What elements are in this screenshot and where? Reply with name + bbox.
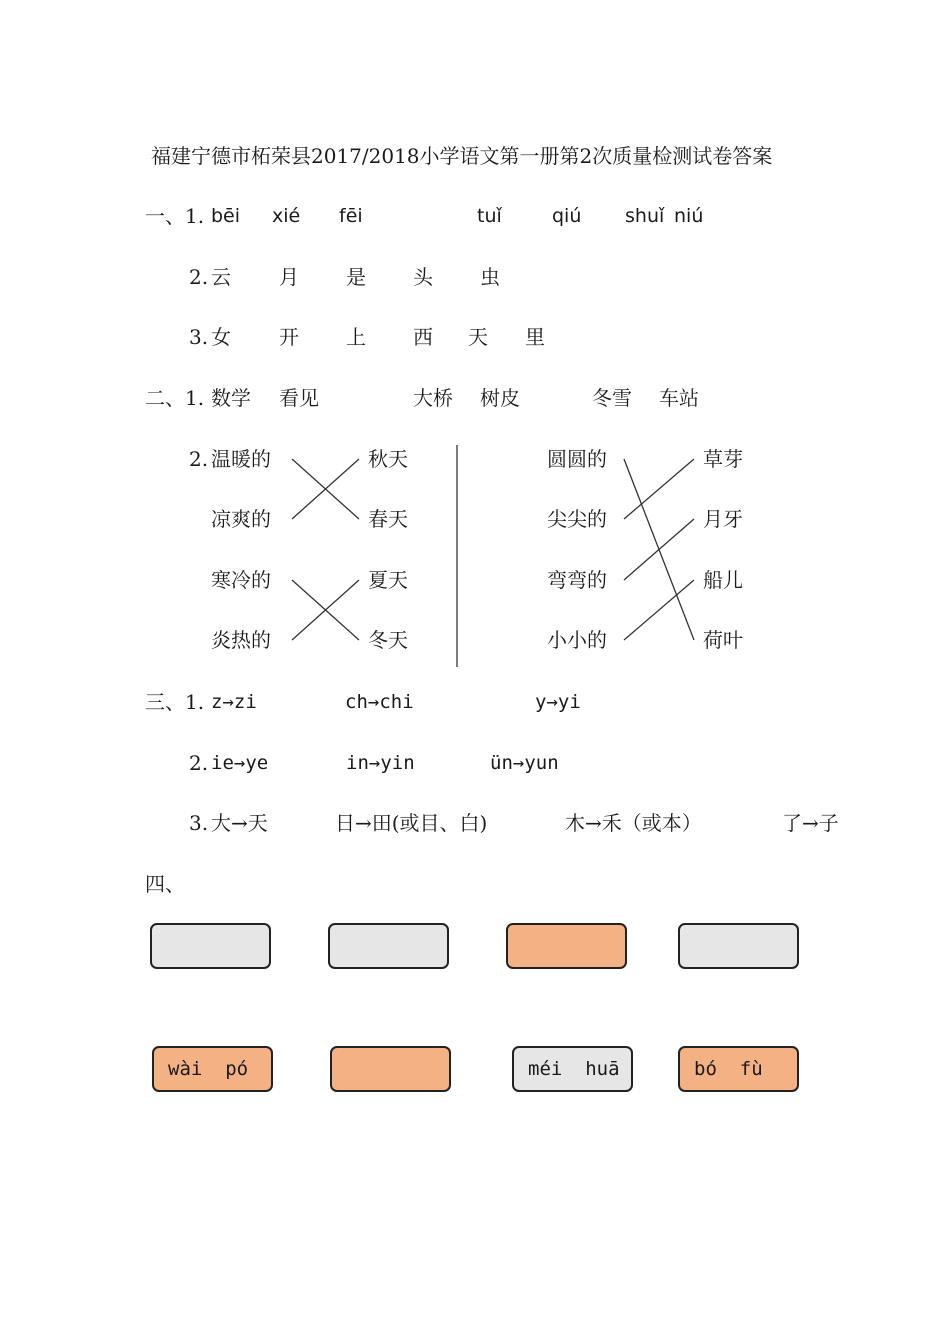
right-match-lines: [624, 459, 694, 640]
char-answer: 里: [525, 325, 545, 349]
char-change-answer: 日→田(或目、白): [335, 811, 488, 835]
char-answer: 云: [211, 265, 231, 289]
char-answer: 上: [346, 325, 366, 349]
match-left-target: 夏天: [368, 568, 408, 592]
char-answer: 头: [413, 265, 433, 289]
answer-card: [328, 923, 449, 969]
match-left-word: 温暖的: [211, 447, 271, 471]
right-match-line: [624, 580, 694, 640]
answer-card: [330, 1046, 451, 1092]
match-right-target: 草芽: [703, 447, 743, 471]
match-right-word: 尖尖的: [547, 507, 607, 531]
right-match-line: [624, 459, 694, 519]
pinyin-answer: niú: [674, 205, 704, 227]
pinyin-answer: shuǐ: [625, 205, 665, 227]
section-3-label: 三、1.: [145, 690, 205, 714]
pinyin-answer: bēi: [211, 205, 241, 227]
spelling-answer: ün→yun: [490, 752, 559, 774]
answer-card: [678, 923, 799, 969]
match-right-target: 荷叶: [703, 628, 743, 652]
char-answer: 虫: [480, 265, 500, 289]
spelling-answer: ch→chi: [345, 691, 414, 713]
question-number: 2.: [189, 265, 209, 289]
question-number: 3.: [189, 325, 209, 349]
match-left-target: 秋天: [368, 447, 408, 471]
question-number: 2.: [189, 751, 209, 775]
answer-card: [506, 923, 627, 969]
section-4-label: 四、: [145, 872, 185, 896]
char-change-answer: 大→天: [211, 811, 268, 835]
pinyin-answer: xié: [272, 205, 301, 227]
match-right-target: 月牙: [703, 507, 743, 531]
pinyin-answer: qiú: [552, 205, 582, 227]
match-left-word: 炎热的: [211, 628, 271, 652]
char-change-answer: 了→子: [782, 811, 839, 835]
section-1-label: 一、1.: [145, 204, 205, 228]
char-answer: 开: [279, 325, 299, 349]
pinyin-answer: tuǐ: [477, 205, 502, 227]
left-match-lines: [292, 459, 359, 640]
word-answer: 树皮: [480, 386, 520, 410]
answer-card: [150, 923, 271, 969]
spelling-answer: ie→ye: [211, 752, 269, 774]
spelling-answer: z→zi: [211, 691, 257, 713]
right-match-line: [624, 519, 694, 580]
question-number: 3.: [189, 811, 209, 835]
match-left-target: 冬天: [368, 628, 408, 652]
match-right-word: 弯弯的: [547, 568, 607, 592]
answer-card: bó fù: [678, 1046, 799, 1092]
char-change-answer: 木→禾（或本）: [565, 811, 702, 835]
char-answer: 是: [346, 265, 366, 289]
match-right-word: 小小的: [547, 628, 607, 652]
spelling-answer: in→yin: [346, 752, 415, 774]
spelling-answer: y→yi: [535, 691, 581, 713]
char-answer: 女: [211, 325, 231, 349]
page-title: 福建宁德市柘荣县2017/2018小学语文第一册第2次质量检测试卷答案: [151, 144, 773, 168]
section-2-label: 二、1.: [145, 386, 205, 410]
match-right-target: 船儿: [703, 568, 743, 592]
pinyin-answer: fēi: [339, 205, 363, 227]
word-answer: 大桥: [413, 386, 453, 410]
match-left-word: 凉爽的: [211, 507, 271, 531]
char-answer: 月: [279, 265, 299, 289]
match-left-word: 寒冷的: [211, 568, 271, 592]
word-answer: 冬雪: [592, 386, 632, 410]
char-answer: 西: [413, 325, 433, 349]
word-answer: 数学: [211, 386, 251, 410]
word-answer: 看见: [279, 386, 319, 410]
answer-card: méi huā: [512, 1046, 633, 1092]
question-number: 2.: [189, 447, 209, 471]
char-answer: 天: [468, 325, 488, 349]
match-left-target: 春天: [368, 507, 408, 531]
word-answer: 车站: [659, 386, 699, 410]
match-right-word: 圆圆的: [547, 447, 607, 471]
answer-card: wài pó: [152, 1046, 273, 1092]
